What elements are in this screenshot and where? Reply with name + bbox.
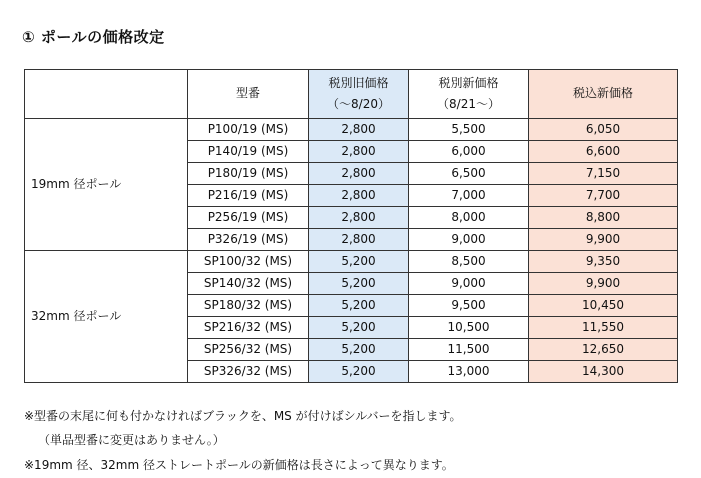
model-cell: SP140/32 (MS): [188, 273, 309, 295]
group-label: 19mm 径ポール: [25, 119, 188, 251]
tax-price-cell: 8,800: [529, 207, 678, 229]
tax-price-cell: 9,900: [529, 273, 678, 295]
header-new-price: [409, 70, 529, 119]
header-tax-price: 税込新価格: [529, 70, 678, 119]
new-price-cell: 9,000: [409, 229, 529, 251]
header-new-price-line2: （8/21～）: [437, 96, 500, 111]
old-price-cell: 2,800: [309, 163, 409, 185]
old-price-cell: 5,200: [309, 273, 409, 295]
old-price-cell: 5,200: [309, 317, 409, 339]
note-line-3: ※19mm 径、32mm 径ストレートポールの新価格は長さによって異なります。: [24, 458, 454, 472]
tax-price-cell: 6,050: [529, 119, 678, 141]
model-cell: SP100/32 (MS): [188, 251, 309, 273]
old-price-cell: 2,800: [309, 229, 409, 251]
old-price-cell: 5,200: [309, 361, 409, 383]
price-table: [24, 69, 678, 383]
model-cell: SP326/32 (MS): [188, 361, 309, 383]
header-old-price: [309, 70, 409, 119]
new-price-cell: 5,500: [409, 119, 529, 141]
model-cell: P180/19 (MS): [188, 163, 309, 185]
new-price-cell: 8,500: [409, 251, 529, 273]
new-price-cell: 6,000: [409, 141, 529, 163]
model-cell: P326/19 (MS): [188, 229, 309, 251]
table-row: [25, 119, 678, 141]
tax-price-cell: 10,450: [529, 295, 678, 317]
new-price-cell: 11,500: [409, 339, 529, 361]
header-model: 型番: [188, 70, 309, 119]
header-old-price-line2: （～8/20）: [327, 96, 390, 111]
model-cell: SP256/32 (MS): [188, 339, 309, 361]
page-title: ① ポールの価格改定: [22, 28, 165, 46]
tax-price-cell: 9,900: [529, 229, 678, 251]
header-new-price-line1: 税別新価格: [438, 75, 499, 90]
header-row: [25, 70, 678, 119]
old-price-cell: 5,200: [309, 295, 409, 317]
new-price-cell: 9,000: [409, 273, 529, 295]
new-price-cell: 9,500: [409, 295, 529, 317]
tax-price-cell: 6,600: [529, 141, 678, 163]
table-row: [25, 251, 678, 273]
old-price-cell: 5,200: [309, 251, 409, 273]
tax-price-cell: 11,550: [529, 317, 678, 339]
new-price-cell: 6,500: [409, 163, 529, 185]
header-old-price-line1: 税別旧価格: [328, 75, 389, 90]
tax-price-cell: 14,300: [529, 361, 678, 383]
note-line-1: ※型番の末尾に何も付かなければブラックを、MS が付けばシルバーを指します。: [24, 409, 462, 423]
model-cell: P216/19 (MS): [188, 185, 309, 207]
new-price-cell: 7,000: [409, 185, 529, 207]
old-price-cell: 2,800: [309, 207, 409, 229]
group-label: 32mm 径ポール: [25, 251, 188, 383]
model-cell: SP216/32 (MS): [188, 317, 309, 339]
new-price-cell: 10,500: [409, 317, 529, 339]
old-price-cell: 2,800: [309, 141, 409, 163]
old-price-cell: 5,200: [309, 339, 409, 361]
model-cell: P256/19 (MS): [188, 207, 309, 229]
old-price-cell: 2,800: [309, 185, 409, 207]
tax-price-cell: 9,350: [529, 251, 678, 273]
tax-price-cell: 7,150: [529, 163, 678, 185]
model-cell: P100/19 (MS): [188, 119, 309, 141]
model-cell: P140/19 (MS): [188, 141, 309, 163]
old-price-cell: 2,800: [309, 119, 409, 141]
price-table-body: [25, 70, 678, 383]
model-cell: SP180/32 (MS): [188, 295, 309, 317]
new-price-cell: 8,000: [409, 207, 529, 229]
tax-price-cell: 7,700: [529, 185, 678, 207]
header-empty-cell: [25, 70, 188, 119]
note-line-2: （単品型番に変更はありません。）: [38, 433, 225, 447]
new-price-cell: 13,000: [409, 361, 529, 383]
tax-price-cell: 12,650: [529, 339, 678, 361]
